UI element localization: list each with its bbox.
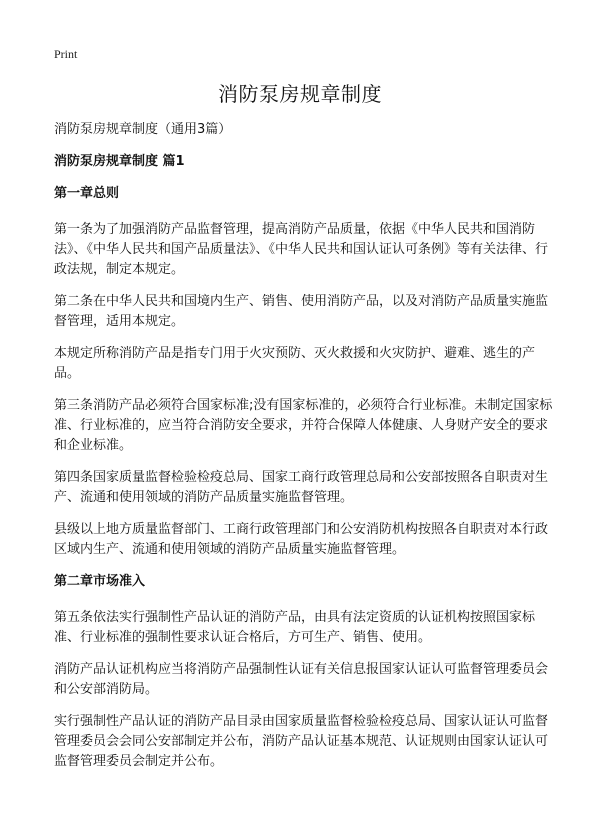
paragraph: 第五条依法实行强制性产品认证的消防产品，由具有法定资质的认证机构按照国家标准、行业标准的强制性要求认证合格后，方可生产、销售、使用。 — [54, 610, 536, 645]
paragraph: 本规定所称消防产品是指专门用于火灾预防、灭火救援和火灾防护、避难、逃生的产品。 — [54, 346, 536, 381]
chapter-heading: 第二章市场准入 — [54, 574, 146, 589]
paragraph: 第一条为了加强消防产品监督管理，提高消防产品质量，依据《中华人民共和国消防法》、《中华人民共和国产品质量法》、《中华人民共和国认证认可条例》等有关法律、行政法规，制定本规定。 — [54, 222, 549, 277]
print-label: Print — [54, 47, 78, 61]
page-title: 消防泵房规章制度 — [218, 82, 382, 106]
article-heading: 消防泵房规章制度 篇1 — [54, 154, 185, 169]
paragraph: 实行强制性产品认证的消防产品目录由国家质量监督检验检疫总局、国家认证认可监督管理委员会会同公安部制定并公布，消防产品认证基本规范、认证规则由国家认证认可监督管理委员会制定并公布。 — [54, 714, 549, 769]
paragraph: 县级以上地方质量监督部门、工商行政管理部门和公安消防机构按照各自职责对本行政区域内生产、流通和使用领域的消防产品质量实施监督管理。 — [54, 522, 549, 557]
document-body — [54, 120, 556, 772]
paragraph: 第四条国家质量监督检验检疫总局、国家工商行政管理总局和公安部按照各自职责对生产、流通和使用领域的消防产品质量实施监督管理。 — [54, 470, 549, 505]
document-subtitle: 消防泵房规章制度（通用3篇） — [54, 122, 232, 137]
chapter-heading: 第一章总则 — [54, 186, 120, 201]
paragraph: 消防产品认证机构应当将消防产品强制性认证有关信息报国家认证认可监督管理委员会和公安部消防局。 — [54, 662, 549, 697]
paragraph: 第三条消防产品必须符合国家标准;没有国家标准的，必须符合行业标准。未制定国家标准、行业标准的，应当符合消防安全要求，并符合保障人体健康、人身财产安全的要求和企业标准。 — [54, 398, 553, 453]
paragraph: 第二条在中华人民共和国境内生产、销售、使用消防产品，以及对消防产品质量实施监督管理，适用本规定。 — [54, 294, 549, 329]
